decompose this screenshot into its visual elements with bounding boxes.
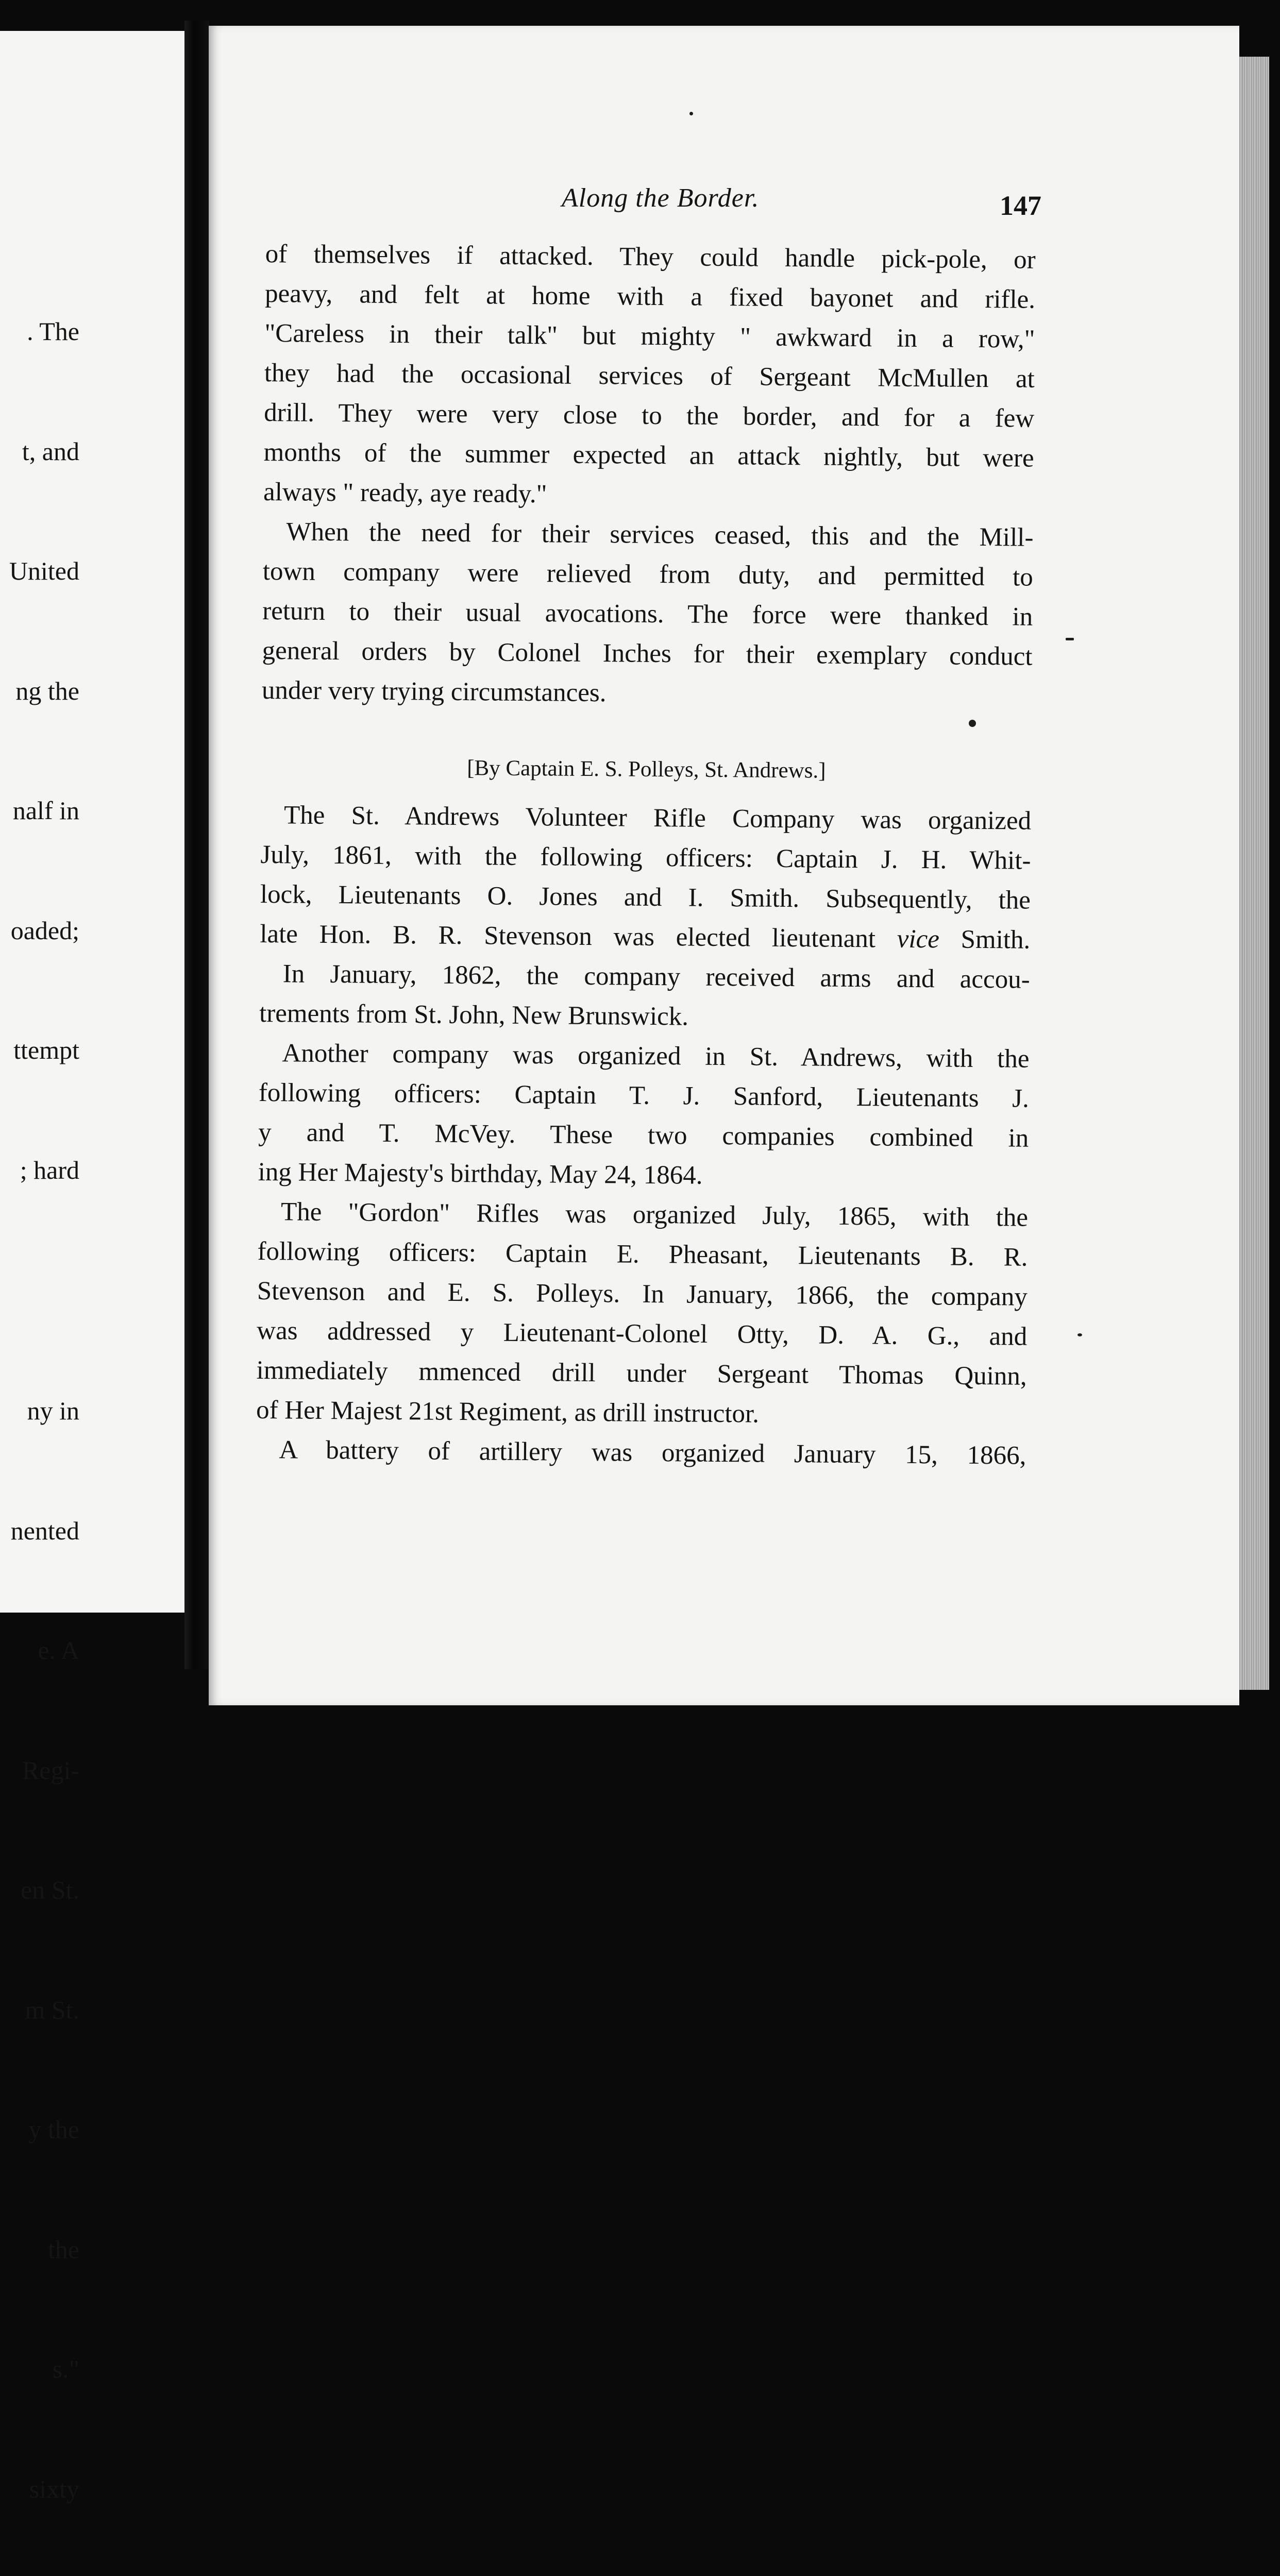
text-line: they had the occasional services of Sergeant McMullen at [264, 358, 1035, 394]
section-byline: [By Captain E. S. Polleys, St. Andrews.] [467, 756, 826, 783]
text-line: general orders by Colonel Inches for their exemplary conduct [262, 636, 1033, 671]
left-line: ttempt [13, 1036, 79, 1064]
text-line [260, 914, 1031, 960]
text-line: A battery of artillery was organized January 15, 1866, [279, 1435, 1026, 1470]
left-line: en St. [21, 1875, 79, 1904]
text-line: peavy, and felt at home with a fixed bayonet and rifle. [264, 279, 1036, 314]
text-line: lock, Lieutenants O. Jones and I. Smith. Subsequently, the [260, 879, 1031, 915]
text-line: town company were relieved from duty, and permitted to [262, 556, 1034, 592]
left-line: . The [27, 317, 79, 346]
left-line: t, and [22, 436, 79, 466]
text-line: y and T. McVey. These two companies combined in [258, 1117, 1029, 1153]
left-line: sixty [29, 2474, 79, 2503]
text-line: In January, 1862, the company received arms and accou- [282, 959, 1030, 994]
left-page [0, 31, 186, 2503]
text-line: Another company was organized in St. Andrews, with the [282, 1039, 1030, 1074]
left-line: s." [52, 2354, 79, 2383]
text-line: of themselves if attacked. They could handle pick-pole, or [265, 239, 1036, 275]
text-line: ing Her Majesty's birthday, May 24, 1864. [258, 1157, 703, 1190]
running-title: Along the Border. [562, 183, 760, 213]
left-paragraph-gap [9, 1270, 79, 1311]
italic-term: vice [897, 924, 940, 954]
book-gutter [184, 21, 209, 1669]
text-run: Smith. [961, 925, 1031, 955]
text-line: July, 1861, with the following officers: Captain J. H. Whit- [260, 840, 1031, 875]
left-line: nented [10, 1516, 79, 1545]
left-line: m St. [25, 1995, 79, 2024]
page-number: 147 [1000, 190, 1041, 221]
text-line: trements from St. John, New Brunswick. [259, 998, 689, 1031]
left-line: y the [28, 2115, 79, 2144]
text-line: of Her Majest 21st Regiment, as drill instructor. [256, 1395, 760, 1429]
left-line: ng the [15, 676, 79, 705]
text-line: The St. Andrews Volunteer Rifle Company was organized [283, 801, 1032, 836]
left-line: nalf in [12, 796, 79, 825]
left-line: ; hard [20, 1155, 79, 1184]
ink-speck [689, 112, 693, 115]
text-line: drill. They were very close to the border, and for a few [264, 398, 1035, 433]
ink-speck [1066, 638, 1074, 640]
text-line: under very trying circumstances. [261, 675, 607, 708]
left-line: oaded; [10, 916, 79, 945]
page-body [256, 234, 1036, 1476]
text-line: months of the summer expected an attack nightly, but were [263, 437, 1034, 473]
text-line: "Careless in their talk" but mighty " awkward in a row," [264, 318, 1035, 354]
text-line: always " ready, aye ready." [263, 477, 547, 509]
text-line: was addressed y Lieutenant-Colonel Otty, D. A. G., and [257, 1316, 1028, 1351]
text-line: following officers: Captain E. Pheasant, Lieutenants B. R. [257, 1236, 1028, 1272]
text-line: When the need for their services ceased, this and the Mill- [286, 517, 1034, 552]
text-line: immediately mmenced drill under Sergeant Thomas Quinn, [256, 1355, 1027, 1391]
left-line: United [9, 556, 79, 585]
ink-speck [1077, 1333, 1082, 1336]
left-line: the [47, 2234, 79, 2264]
left-line: ny in [27, 1396, 79, 1425]
left-line: Regi- [22, 1755, 79, 1785]
text-line: Stevenson and E. S. Polleys. In January, 1866, the company [257, 1276, 1028, 1312]
text-line: The "Gordon" Rifles was organized July, 1865, with the [280, 1197, 1029, 1232]
left-line: e. A [38, 1636, 79, 1665]
text-run: late Hon. B. R. Stevenson was elected lieutenant [260, 919, 876, 954]
text-line: return to their usual avocations. The force were thanked in [262, 596, 1033, 632]
page-edges [1239, 57, 1269, 1690]
left-page-text [9, 232, 79, 2576]
text-line: following officers: Captain T. J. Sanford, Lieutenants J. [258, 1078, 1030, 1113]
